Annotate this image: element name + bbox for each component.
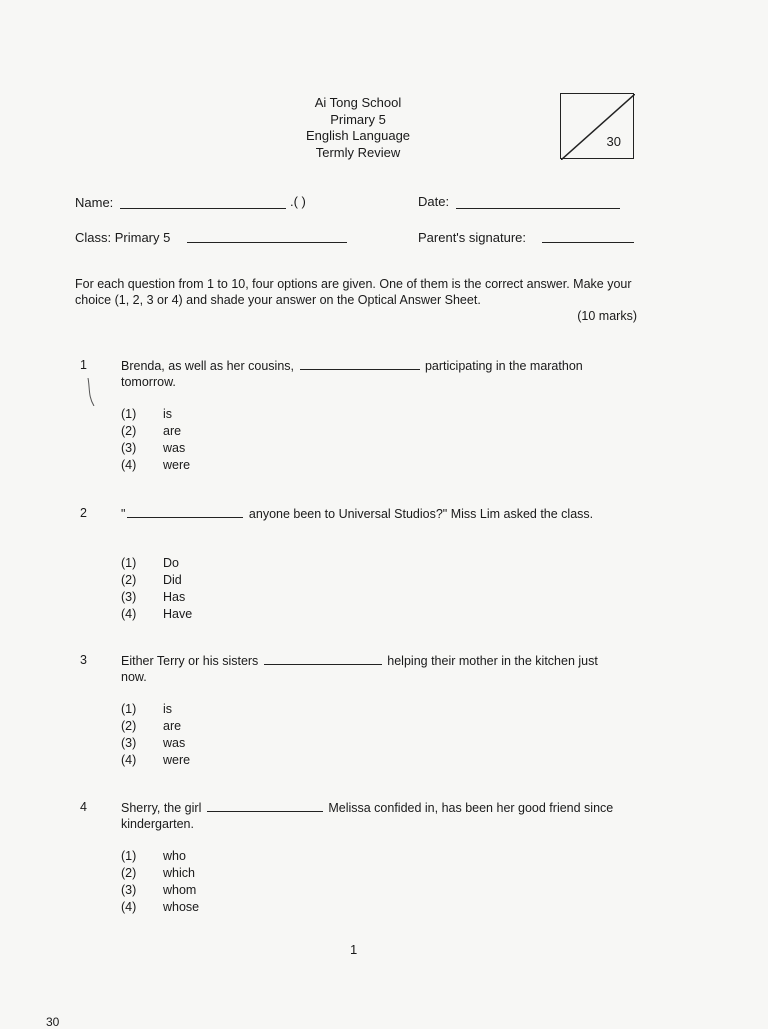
name-line[interactable] [120,208,286,209]
answer-blank [264,653,382,665]
date-line[interactable] [456,208,620,209]
instructions [75,276,637,324]
question-number: 2 [80,506,87,520]
signature-label: Parent's signature: [418,230,526,245]
question-text-after: anyone been to Universal Studios?" Miss Lim asked the class. [248,507,594,521]
question-text-before: Brenda, as well as her cousins, [121,359,295,373]
subject: English Language [305,128,411,143]
index-number-bracket: .( ) [290,194,306,209]
question-text [121,800,621,832]
class-line[interactable] [187,242,347,243]
pencil-mark-icon [86,378,96,406]
page-number: 1 [350,942,358,957]
signature-line[interactable] [542,242,634,243]
level: Primary 5 [330,111,386,127]
school-name: Ai Tong School [314,95,402,110]
answer-blank [127,506,243,518]
question-number: 1 [80,358,87,372]
answer-blank [300,358,420,370]
question-text [121,358,621,390]
footer-mark: 30 [46,1015,60,1029]
score-box-diagonal [561,94,635,160]
question-text-after: Melissa confided in, has been her good friend since kindergarten. [121,801,614,831]
class-label: Class: Primary 5 [75,230,171,245]
score-box [560,93,634,159]
question-text-after: participating in the marathon tomorrow. [121,359,583,389]
instructions-text: For each question from 1 to 10, four options are given. One of them is the correct answer. Make your choice (1, 2, 3 or 4) and shade your answer on the Optical Answer Sheet. [75,277,632,307]
question-text-before: Either Terry or his sisters [121,654,259,668]
date-label: Date: [418,194,450,209]
exam-page: Ai Tong School Primary 5 English Language Termly Review 30 Name: .( ) Date: Class: Primary 5 Parent's signature: For each question from 1 to 10, four options are given. One of them is the correct answer. Make your choice (1, 2, 3 or 4) and shade your answer on the Optical Answer Sheet. (10 marks) 1 Brenda, as well as her cousins, participating in the marathon tomorrow. (1) is (2) are (3) was (4) were 2 " anyone been to Universal Studios?" Miss Lim asked the class. (1) Do (2) Did (3) Has (4) Have 3 Either Terry or his sisters helping their mother in the kitchen just now. (1) is (2) are (3) was (4) were 4 Sherry, the girl Melissa confided in, has been her good friend since kindergarten. (1) who (2) which (3) whom (4) whose 1 30 [46,95,637,1029]
question-number: 3 [80,653,87,667]
answer-blank [207,800,323,812]
instructions-marks: (10 marks) [577,309,637,323]
name-label: Name: [75,195,114,210]
question-text-before: Sherry, the girl [121,801,202,815]
exam-header [220,95,496,161]
question-number: 4 [80,800,87,814]
question-text [121,653,621,685]
question-text [121,506,621,522]
question-text-after: helping their mother in the kitchen just now. [121,654,598,684]
score-total: 30 [606,134,621,149]
paper-title: Termly Review [315,144,401,160]
question-text-before: " [121,507,126,521]
